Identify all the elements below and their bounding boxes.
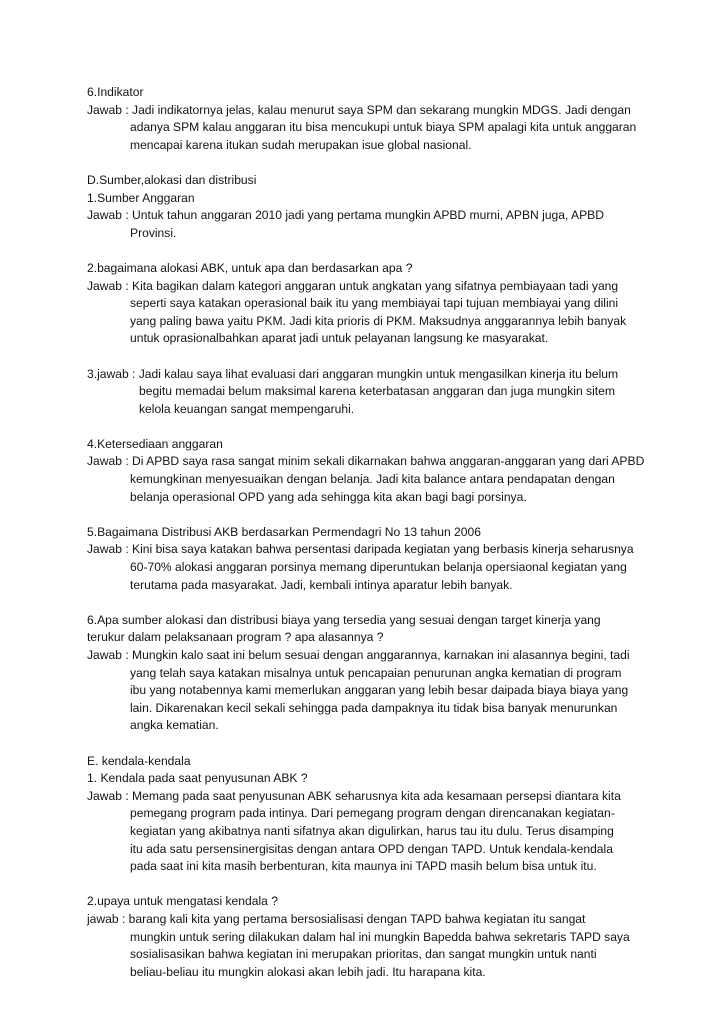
text-line: Jawab : Kini bisa saya katakan bahwa persentasi daripada kegiatan yang berbasis kinerja seharusnya: [87, 542, 634, 557]
text-line: pemegang program pada intinya. Dari pemegang program dengan direncanakan kegiatan-: [130, 806, 615, 821]
text-line: untuk oprasionalbahkan aparat jadi untuk pelayanan langsung ke masyarakat.: [130, 331, 549, 346]
text-line: 2.upaya untuk mengatasi kendala ?: [87, 894, 278, 909]
paragraph-block: [87, 436, 667, 506]
text-line: beliau-beliau itu mungkin alokasi akan lebih jadi. Itu harapana kita.: [130, 964, 486, 979]
text-line: 1. Kendala pada saat penyusunan ABK ?: [87, 771, 308, 786]
text-line: 60-70% alokasi anggaran porsinya memang diperuntukan belanja opersiaonal kegiatan yang: [130, 560, 627, 575]
text-line: 6.Indikator: [87, 85, 144, 99]
text-line: jawab : barang kali kita yang pertama bersosialisasi dengan TAPD bahwa kegiatan itu sangat: [87, 911, 586, 926]
text-line: Jawab : Memang pada saat penyusunan ABK seharusnya kita ada kesamaan persepsi diantara kita: [87, 788, 621, 803]
text-line: kemungkinan menyesuaikan dengan belanja. Jadi kita balance antara pendapatan dengan: [130, 472, 615, 487]
text-line: 3.jawab : Jadi kalau saya lihat evaluasi dari anggaran mungkin untuk mengasilkan kinerja itu belum: [87, 366, 619, 381]
text-line: Jawab : Jadi indikatornya jelas, kalau menurut saya SPM dan sekarang mungkin MDGS. Jadi dengan: [87, 102, 631, 117]
text-line: mungkin untuk sering dilakukan dalam hal ini mungkin Bapedda bahwa sekretaris TAPD saya: [130, 929, 630, 944]
paragraph-block: [87, 893, 667, 981]
document-page: [87, 84, 667, 999]
text-line: Jawab : Di APBD saya rasa sangat minim sekali dikarnakan bahwa anggaran-anggaran yang dari APBD: [87, 454, 645, 469]
text-line: yang telah saya katakan misalnya untuk pencapaian penurunan angka kematian di program: [130, 665, 622, 680]
text-line: pada saat ini kita masih berbenturan, kita maunya ini TAPD masih belum bisa untuk itu.: [130, 859, 597, 874]
text-line: Jawab : Untuk tahun anggaran 2010 jadi yang pertama mungkin APBD murni, APBN juga, APBD: [87, 208, 604, 223]
text-line: adanya SPM kalau anggaran itu bisa mencukupi untuk biaya SPM apalagi kita untuk anggaran: [130, 120, 637, 135]
text-line: seperti saya katakan operasional baik itu yang membiayai tapi tujuan membiayai yang dilini: [130, 296, 619, 311]
text-line: mencapai karena itukan sudah merupakan isue global nasional.: [130, 137, 472, 152]
paragraph-block: [87, 172, 667, 242]
text-line: ibu yang notabennya kami memerlukan anggaran yang lebih besar daipada biaya biaya yang: [130, 683, 629, 698]
text-line: terukur dalam pelaksanaan program ? apa alasannya ?: [87, 630, 384, 645]
paragraph-block: [87, 84, 667, 154]
text-line: Provinsi.: [130, 225, 177, 240]
text-line: 5.Bagaimana Distribusi AKB berdasarkan Permendagri No 13 tahun 2006: [87, 524, 481, 539]
text-line: lain. Dikarenakan kecil sekali sehingga pada dampaknya itu tidak bisa banyak menurunkan: [130, 700, 618, 715]
text-line: angka kematian.: [130, 718, 219, 733]
paragraph-block: [87, 753, 667, 876]
text-line: belanja operasional OPD yang ada sehingga kita akan bagi bagi porsinya.: [130, 489, 527, 504]
text-line: begitu memadai belum maksimal karena keterbatasan anggaran dan juga mungkin sitem: [139, 384, 615, 399]
text-line: Jawab : Mungkin kalo saat ini belum sesuai dengan anggarannya, karnakan ini alasannya begini, tadi: [87, 648, 630, 662]
text-line: D.Sumber,alokasi dan distribusi: [87, 172, 257, 187]
text-line: 1.Sumber Anggaran: [87, 190, 195, 205]
text-line: 4.Ketersediaan anggaran: [87, 436, 223, 451]
text-line: kegiatan yang akibatnya nanti sifatnya akan digulirkan, harus tau itu dulu. Terus disamping: [130, 823, 614, 838]
text-line: 6.Apa sumber alokasi dan distribusi biaya yang tersedia yang sesuai dengan target kinerja yang: [87, 612, 601, 627]
text-line: E. kendala-kendala: [87, 753, 191, 768]
text-line: Jawab : Kita bagikan dalam kategori anggaran untuk angkatan yang sifatnya pembiayaan tadi yang: [87, 278, 619, 293]
text-line: terutama pada masyarakat. Jadi, kembali intinya aparatur lebih banyak.: [130, 577, 513, 592]
text-line: yang paling bawa yaitu PKM. Jadi kita prioris di PKM. Maksudnya anggarannya lebih banyak: [130, 313, 627, 328]
paragraph-block: [87, 612, 667, 735]
text-line: itu ada satu persensinergisitas dengan antara OPD dengan TAPD. Untuk kendala-kendala: [130, 841, 613, 856]
paragraph-block: [87, 366, 667, 419]
text-line: kelola keuangan sangat mempengaruhi.: [139, 401, 355, 416]
text-line: sosialisasikan bahwa kegiatan ini merupakan prioritas, dan sangat mungkin untuk nanti: [130, 947, 597, 962]
paragraph-block: [87, 524, 667, 594]
paragraph-block: [87, 260, 667, 348]
text-line: 2.bagaimana alokasi ABK, untuk apa dan berdasarkan apa ?: [87, 260, 413, 275]
